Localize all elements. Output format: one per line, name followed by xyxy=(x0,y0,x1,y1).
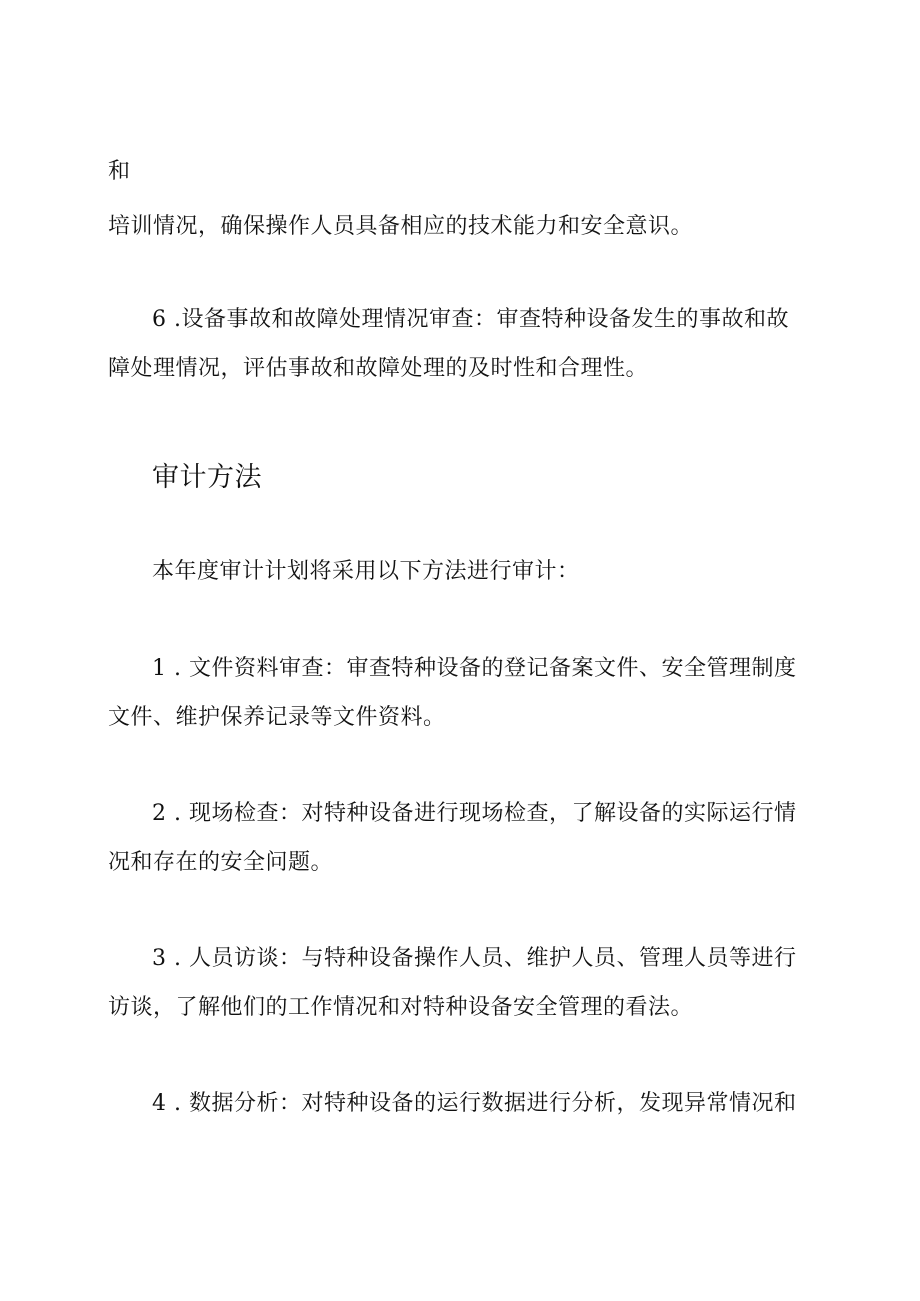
method-2-line-1: 2 . 现场检查：对特种设备进行现场检查，了解设备的实际运行情 xyxy=(152,801,797,826)
method-1-line-1: 1 . 文件资料审查：审查特种设备的登记备案文件、安全管理制度 xyxy=(152,656,797,681)
method-3-line-1: 3 . 人员访谈：与特种设备操作人员、维护人员、管理人员等进行 xyxy=(152,946,797,971)
intro-paragraph: 本年度审计计划将采用以下方法进行审计： xyxy=(152,559,580,584)
method-2-line-2: 况和存在的安全问题。 xyxy=(108,850,334,875)
method-4-line-1: 4 . 数据分析：对特种设备的运行数据进行分析，发现异常情况和 xyxy=(152,1091,797,1116)
method-3-line-2: 访谈，了解他们的工作情况和对特种设备安全管理的看法。 xyxy=(108,995,694,1020)
section-heading: 审计方法 xyxy=(152,462,262,493)
item-6-line-1: 6 .设备事故和故障处理情况审查：审查特种设备发生的事故和故 xyxy=(152,307,789,332)
text-line-continuation: 和 xyxy=(108,159,131,184)
text-line-training: 培训情况，确保操作人员具备相应的技术能力和安全意识。 xyxy=(108,214,694,239)
method-1-line-2: 文件、维护保养记录等文件资料。 xyxy=(108,705,446,730)
item-6-line-2: 障处理情况，评估事故和故障处理的及时性和合理性。 xyxy=(108,356,649,381)
